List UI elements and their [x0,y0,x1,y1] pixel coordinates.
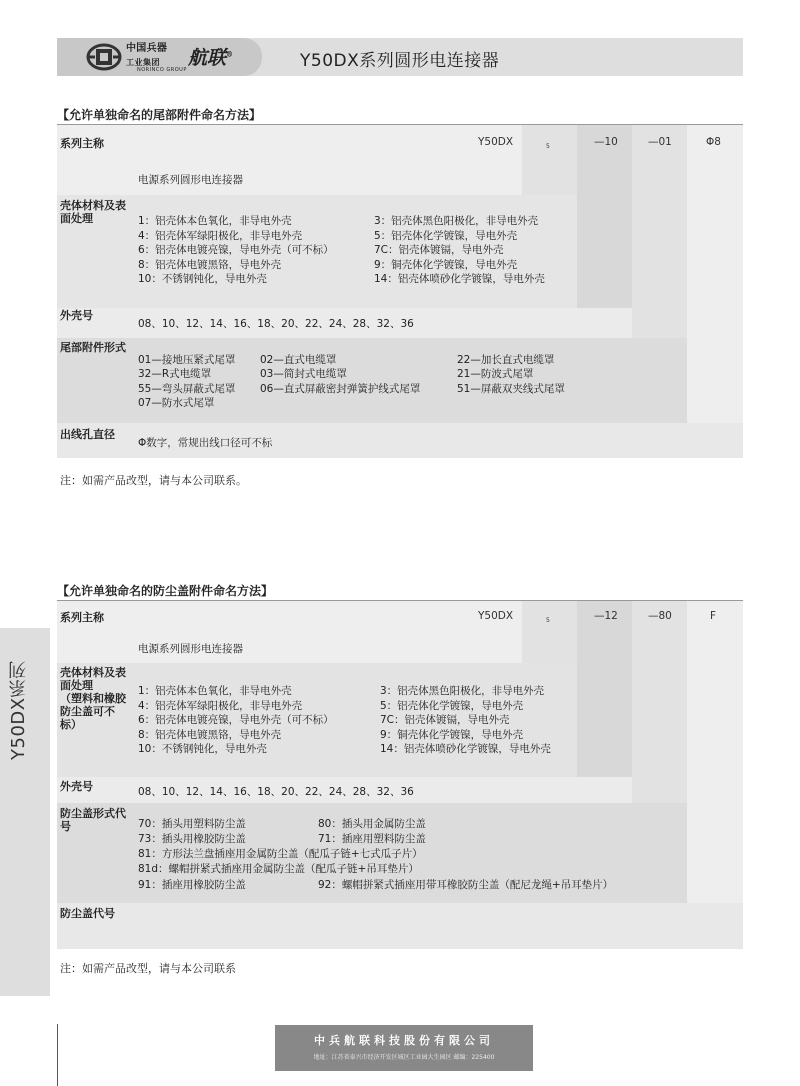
logo-en: NORINCO GROUP [137,67,187,73]
list-item: 6：铝壳体电镀亮镍，导电外壳（可不标） [138,244,334,257]
list-item: 14：铝壳体喷砂化学镀镍，导电外壳 [380,743,551,755]
footer-divider [57,1024,58,1086]
s2-label-cover-code: 防尘盖代号 [60,907,115,920]
s2-label-cover: 防尘盖形式代 号 [60,807,126,833]
list-item: 07—防水式尾罩 [138,397,215,410]
list-item: 02—直式电缆罩 [260,354,337,366]
section1-note: 注：如需产品改型，请与本公司联系。 [60,474,247,487]
list-item: 4：铝壳体军绿阳极化，非导电外壳 [138,229,303,242]
list-item: 9：铜壳体化学镀镍，导电外壳 [374,258,518,271]
list-item: 55—弯头屏蔽式尾罩 [138,382,236,395]
s1-code-shell: —10 [594,136,618,148]
s2-code-shell: —12 [594,610,618,622]
list-item: 8：铝壳体电镀黑铬，导电外壳 [138,728,282,741]
list-item: 71：插座用塑料防尘盖 [318,833,426,845]
s1-code-material: 5 [546,143,550,150]
s2-code-series: Y50DX [478,610,514,622]
s1-hole-text: Φ数字，常规出线口径可不标 [138,437,273,449]
s2-code-cover: —80 [648,610,672,622]
list-item: 1：铝壳体本色氧化，非导电外壳 [138,685,292,697]
section2-bg-cover-code [57,903,743,949]
list-item: 01—接地压紧式尾罩 [138,354,236,366]
s1-tail-col1 [138,353,235,411]
list-item: 3：铝壳体黑色阳极化，非导电外壳 [374,215,539,227]
company-logo-icon [85,41,123,73]
list-item: 80：插头用金属防尘盖 [318,818,426,830]
logo-cn-line2: 工业集团 [126,58,160,67]
s1-code-hole: Φ8 [706,136,721,148]
footer-address: 地址：江苏省泰兴市经济开发区城区工业园大生园区 邮编：225400 [313,1054,495,1061]
list-item: 03—简封式电缆罩 [260,368,347,381]
section1-title: 【允许单独命名的尾部附件命名方法】 [57,108,262,122]
list-item: 81d：螺帽拼紧式插座用金属防尘盖（配瓜子链+吊耳垫片） [138,863,419,875]
s2-cover-item-92: 92：螺帽拼紧式插座用带耳橡胶防尘盖（配尼龙绳+吊耳垫片） [318,879,614,891]
logo-cn-line1: 中国兵器 [126,43,168,54]
s1-code-tail: —01 [648,136,672,148]
s2-series-text: 电源系列圆形电连接器 [138,643,243,655]
side-tab-label: Y50DX系列 [8,660,29,760]
s2-label-shell: 外壳号 [60,780,93,793]
s2-code-material: 5 [546,617,550,624]
s2-material-right-list [380,684,551,757]
s1-code-series: Y50DX [478,136,514,148]
s1-series-text: 电源系列圆形电连接器 [138,174,243,186]
s2-cover-wide [138,847,423,877]
list-item: 51—屏蔽双夹线式尾罩 [457,382,565,395]
s1-label-material: 壳体材料及表面处理 [60,199,126,225]
s1-tail-col2 [260,353,420,396]
list-item: 5：铝壳体化学镀镍，导电外壳 [380,699,524,712]
s2-shell-text: 08、10、12、14、16、18、20、22、24、28、32、36 [138,786,414,798]
list-item: 81：方形法兰盘插座用金属防尘盖（配瓜子链+七式瓜子片） [138,848,423,860]
s2-code-cover-code: F [710,610,717,622]
s2-label-series: 系列主称 [60,611,104,624]
s2-cover-col1 [138,817,246,847]
s1-label-shell: 外壳号 [60,309,93,322]
list-item: 10：不锈钢钝化，导电外壳 [138,273,267,286]
section2-bg-l1 [57,601,522,663]
list-item: 10：不锈钢钝化，导电外壳 [138,743,267,755]
s1-tail-col3 [457,353,565,396]
list-item: 14：铝壳体喷砂化学镀镍，导电外壳 [374,273,545,286]
list-item: 21—防波式尾罩 [457,368,534,381]
s1-material-left-list [138,214,334,287]
s1-label-hole: 出线孔直径 [60,428,115,441]
footer-company: 中兵航联科技股份有限公司 [314,1034,494,1047]
s1-shell-text: 08、10、12、14、16、18、20、22、24、28、32、36 [138,318,414,330]
section1-bg-l1 [57,125,522,195]
section2-title: 【允许单独命名的防尘盖附件命名方法】 [57,584,274,598]
list-item: 1：铝壳体本色氧化，非导电外壳 [138,215,292,227]
list-item: 6：铝壳体电镀亮镍，导电外壳（可不标） [138,714,334,726]
s2-cover-col2 [318,817,426,847]
list-item: 7C：铝壳体镀镉，导电外壳 [380,714,510,726]
s2-material-left-list [138,684,334,757]
s1-label-series: 系列主称 [60,137,104,150]
s2-label-material: 壳体材料及表 面处理 （塑料和橡胶 防尘盖可不 标） [60,666,126,731]
page-title: Y50DX系列圆形电连接器 [300,51,500,71]
list-item: 73：插头用橡胶防尘盖 [138,833,246,845]
section2-note: 注：如需产品改型，请与本公司联系 [60,962,236,975]
list-item: 22—加长直式电缆罩 [457,354,555,366]
list-item: 5：铝壳体化学镀镍，导电外壳 [374,229,518,242]
list-item: 32—R式电缆罩 [138,368,212,381]
s1-label-tail: 尾部附件形式 [60,341,126,354]
list-item: 7C：铝壳体镀镉，导电外壳 [374,244,504,257]
list-item: 8：铝壳体电镀黑铬，导电外壳 [138,258,282,271]
list-item: 70：插头用塑料防尘盖 [138,818,246,830]
list-item: 06—直式屏蔽密封弹簧护线式尾罩 [260,382,421,395]
list-item: 4：铝壳体军绿阳极化，非导电外壳 [138,699,303,712]
s1-material-right-list [374,214,545,287]
s2-cover-item-91: 91：插座用橡胶防尘盖 [138,879,246,891]
logo-brand: 航联® [188,47,234,69]
list-item: 3：铝壳体黑色阳极化，非导电外壳 [380,685,545,697]
list-item: 9：铜壳体化学镀镍，导电外壳 [380,728,524,741]
